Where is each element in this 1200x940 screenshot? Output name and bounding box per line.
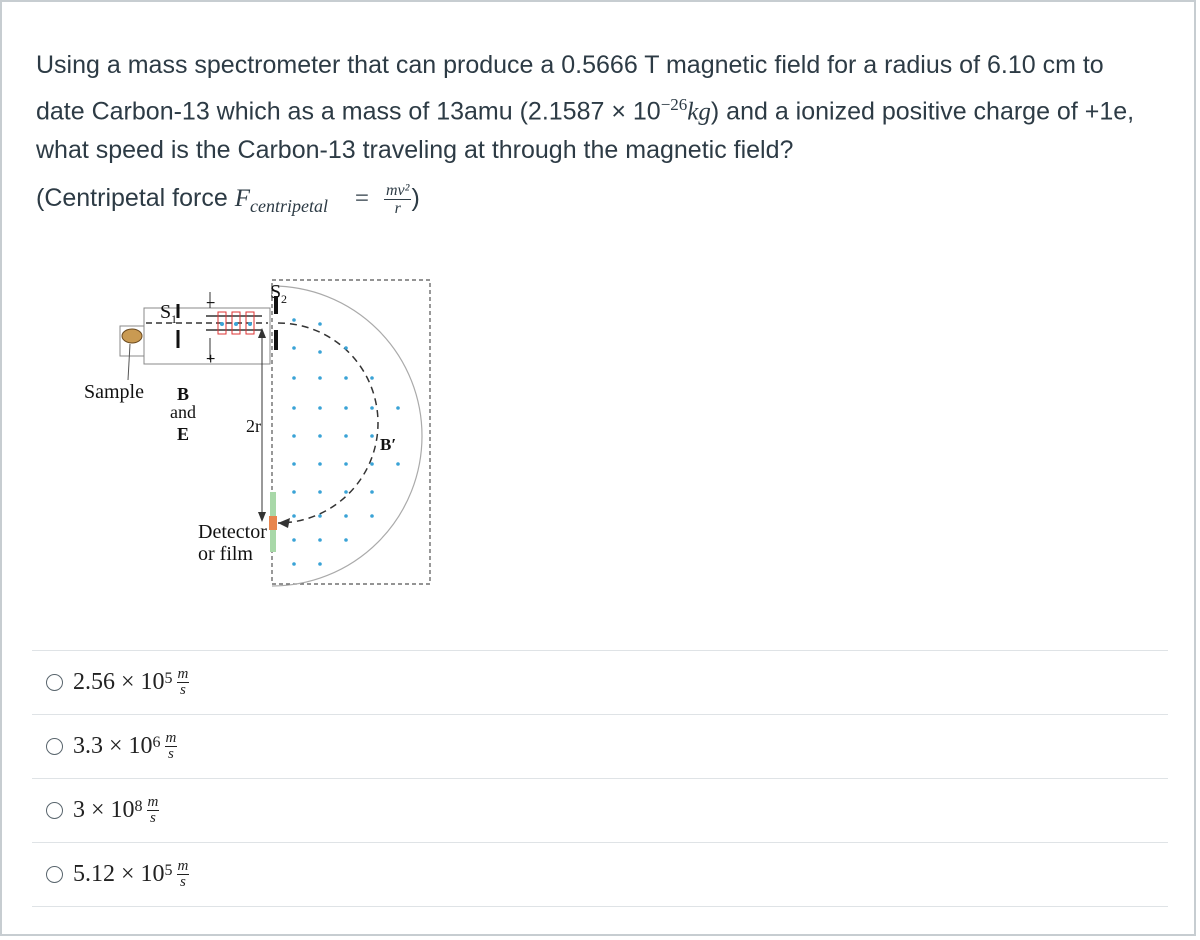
answer-text: 5.12 × 10 $^5$ m s <box>73 858 189 890</box>
detector-hit <box>269 516 277 530</box>
answer-option-3[interactable] <box>32 778 1168 842</box>
radio-button[interactable] <box>46 866 63 883</box>
question-text <box>36 46 1136 170</box>
answer-coef: 5.12 <box>73 861 115 887</box>
question-part2: ) and a ionized positive charge of +1e, what speed is the Carbon-13 traveling at through the magnetic field? <box>36 97 1135 165</box>
and-label: and <box>170 402 196 422</box>
answer-times: × <box>109 733 123 759</box>
b-prime-label: B′ <box>380 435 397 454</box>
answer-option-1[interactable] <box>32 650 1168 714</box>
answer-coef: 2.56 <box>73 669 115 695</box>
answer-text: 2.56 × 10 $^5$ m s <box>73 666 189 698</box>
two-r-label: 2r <box>246 416 261 436</box>
s2-sub: 2 <box>281 292 287 306</box>
radio-button[interactable] <box>46 674 63 691</box>
sample-label: Sample <box>84 381 144 403</box>
answer-option-4[interactable] <box>32 842 1168 907</box>
formula-f: F <box>234 185 250 212</box>
formula-subscript: centripetal <box>249 196 328 216</box>
selector-dot <box>234 322 238 326</box>
question-exponent: −26 <box>660 95 688 114</box>
answer-base: 10 <box>128 733 153 759</box>
answer-unit: m s <box>147 794 159 826</box>
sample-blob <box>122 329 142 343</box>
detector-label: Detector <box>198 521 267 543</box>
answer-text: 3 × 10 $^8$ m s <box>73 794 159 826</box>
radio-button[interactable] <box>46 738 63 755</box>
answer-unit: m s <box>177 858 189 890</box>
formula-prefix: (Centripetal force <box>36 184 235 212</box>
answer-option-2[interactable] <box>32 714 1168 778</box>
b-label: B <box>177 384 190 404</box>
mass-spectrometer-diagram <box>72 272 452 592</box>
s1-sub: 1 <box>171 312 177 326</box>
s2-label: S <box>270 281 282 303</box>
radio-button[interactable] <box>46 802 63 819</box>
answer-unit: m s <box>165 730 177 762</box>
answer-unit: m s <box>177 666 189 698</box>
or-film-label: or film <box>198 543 253 565</box>
chamber-box <box>272 280 430 584</box>
e-label: E <box>177 424 190 444</box>
formula-equals: = <box>354 185 370 212</box>
selector-dot <box>220 322 224 326</box>
answer-coef: 3 <box>73 797 85 823</box>
minus-label: − <box>206 295 216 312</box>
answer-base: 10 <box>140 861 165 887</box>
question-part1: Using a mass spectrometer that can produce a 0.5666 T magnetic field for a radius of 6.10 cm to date Carbon-13 which as a mass of 13amu (2.1587 × 10 <box>36 51 1104 126</box>
trajectory-arrowhead <box>278 518 290 528</box>
answer-base: 10 <box>110 797 135 823</box>
centripetal-formula <box>36 178 420 226</box>
answer-coef: 3.3 <box>73 733 103 759</box>
formula-fraction <box>384 182 411 217</box>
question-unit: kg <box>687 98 711 126</box>
answer-times: × <box>121 861 135 887</box>
answer-times: × <box>91 797 105 823</box>
s1-label: S <box>160 301 172 323</box>
plus-label: + <box>206 351 216 368</box>
formula-numerator: mv² <box>385 181 410 199</box>
formula-denominator: r <box>394 199 401 217</box>
selector-dot <box>248 322 252 326</box>
answer-list <box>32 650 1168 907</box>
formula-suffix: ) <box>411 184 420 212</box>
answer-text: 3.3 × 10 $^6$ m s <box>73 730 177 762</box>
answer-base: 10 <box>140 669 165 695</box>
answer-times: × <box>121 669 135 695</box>
